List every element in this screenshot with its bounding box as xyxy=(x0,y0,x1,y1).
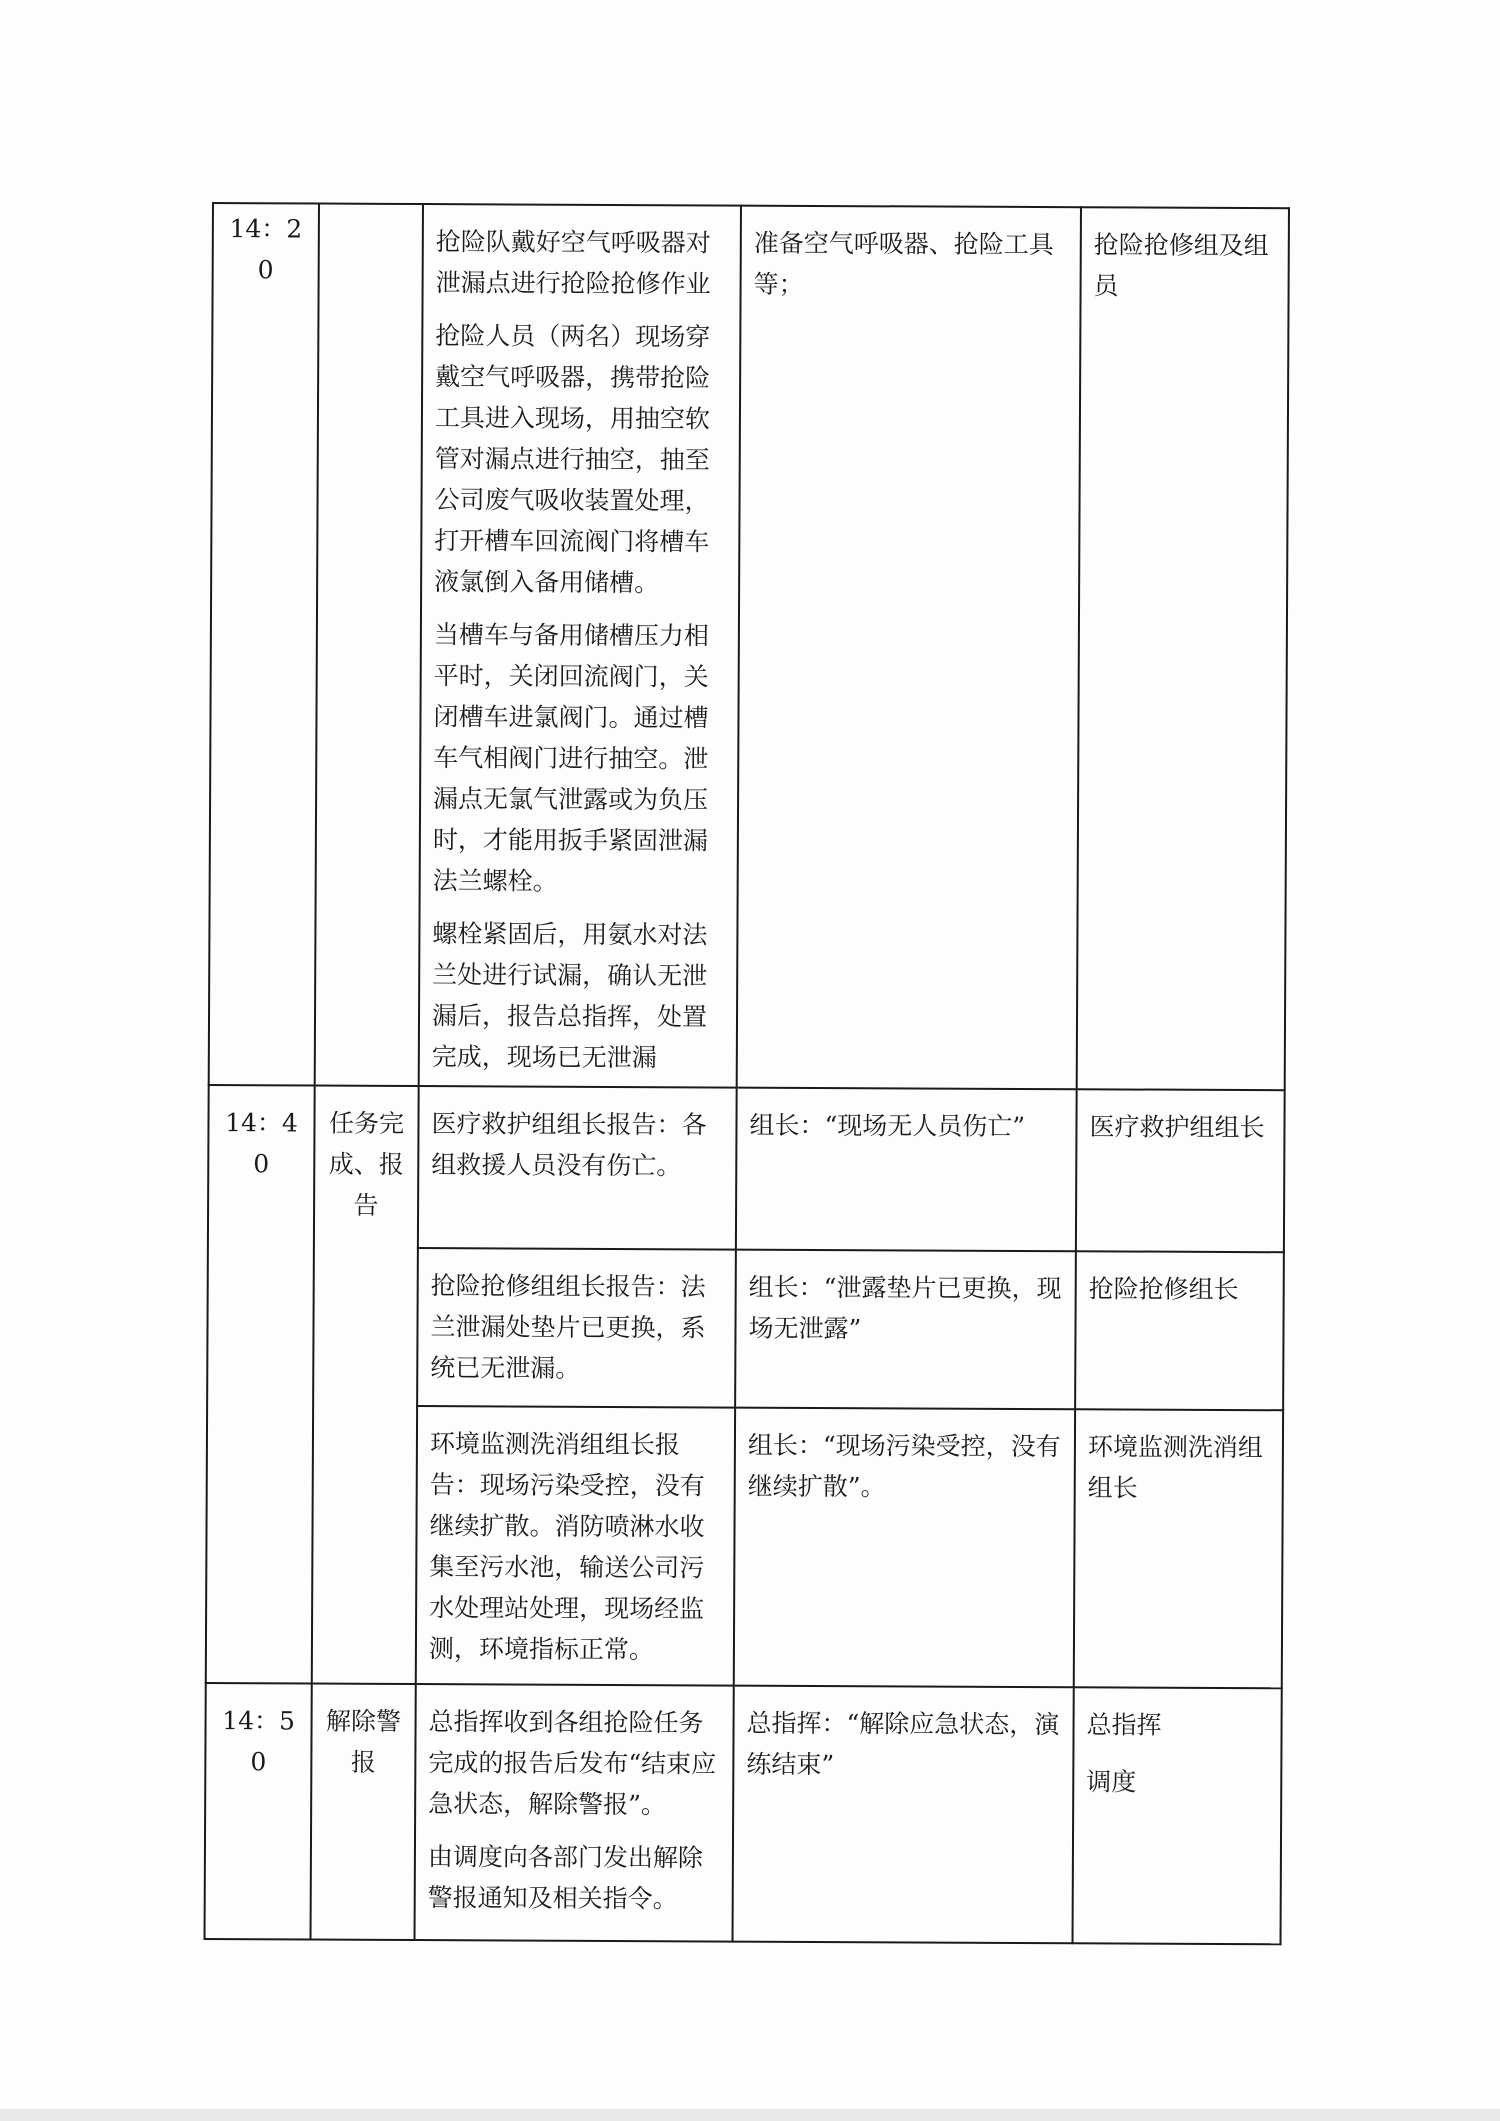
role-cell: 抢险抢修组及组员 xyxy=(1077,207,1289,1090)
content-paragraph: 由调度向各部门发出解除警报通知及相关指令。 xyxy=(427,1842,704,1914)
scan-bottom-edge xyxy=(0,2109,1500,2121)
table-row xyxy=(208,1085,1285,1252)
response-cell: 准备空气呼吸器、抢险工具等； xyxy=(737,206,1081,1090)
role-line: 总指挥 xyxy=(1086,1710,1162,1740)
role-cell xyxy=(1073,1687,1282,1944)
table-row xyxy=(205,1683,1282,1944)
content-cell: 环境监测洗消组组长报告：现场污染受控，没有继续扩散。消防喷淋水收集至污水池，输送公司污水处理站处理，现场经监测，环境指标正常。 xyxy=(416,1406,735,1686)
phase-cell: 任务完成、报告 xyxy=(312,1086,419,1685)
response-cell: 总指挥：“解除应急状态，演练结束” xyxy=(733,1686,1074,1944)
response-cell: 组长：“现场污染受控，没有继续扩散”。 xyxy=(734,1408,1075,1688)
response-cell: 组长：“泄露垫片已更换，现场无泄露” xyxy=(735,1250,1076,1410)
content-cell xyxy=(415,1684,734,1942)
time-cell: 14：50 xyxy=(205,1683,312,1940)
table-row xyxy=(209,203,1289,1090)
role-cell: 医疗救护组组长 xyxy=(1076,1089,1285,1252)
role-line: 调度 xyxy=(1086,1767,1137,1797)
role-cell: 抢险抢修组长 xyxy=(1075,1251,1284,1410)
content-paragraph: 总指挥收到各组抢险任务完成的报告后发布“结束应急状态，解除警报”。 xyxy=(428,1707,717,1820)
content-paragraph: 螺栓紧固后，用氨水对法兰处进行试漏，确认无泄漏后，报告总指挥，处置完成，现场已无泄漏 xyxy=(431,919,708,1073)
content-paragraph: 抢险队戴好空气呼吸器对泄漏点进行抢险抢修作业 xyxy=(435,227,711,299)
phase-cell xyxy=(315,204,423,1086)
content-paragraph: 当槽车与备用储槽压力相平时，关闭回流阀门，关闭槽车进氯阀门。通过槽车气相阀门进行抽空。泄漏点无氯气泄露或为负压时，才能用扳手紧固泄漏法兰螺栓。 xyxy=(432,620,709,896)
content-cell: 医疗救护组组长报告：各组救援人员没有伤亡。 xyxy=(418,1086,737,1250)
response-cell: 组长：“现场无人员伤亡” xyxy=(736,1088,1077,1252)
content-paragraph: 抢险人员（两名）现场穿戴空气呼吸器，携带抢险工具进入现场，用抽空软管对漏点进行抽空，抽至公司废气吸收装置处理，打开槽车回流阀门将槽车液氯倒入备用储槽。 xyxy=(434,321,711,598)
role-cell: 环境监测洗消组组长 xyxy=(1074,1409,1283,1688)
drill-schedule-table xyxy=(204,202,1290,1945)
time-cell: 14：20 xyxy=(209,203,319,1086)
content-cell xyxy=(419,204,741,1088)
time-cell: 14：40 xyxy=(206,1085,315,1684)
content-cell: 抢险抢修组组长报告：法兰泄漏处垫片已更换，系统已无泄漏。 xyxy=(417,1248,736,1408)
phase-cell: 解除警报 xyxy=(311,1684,416,1941)
